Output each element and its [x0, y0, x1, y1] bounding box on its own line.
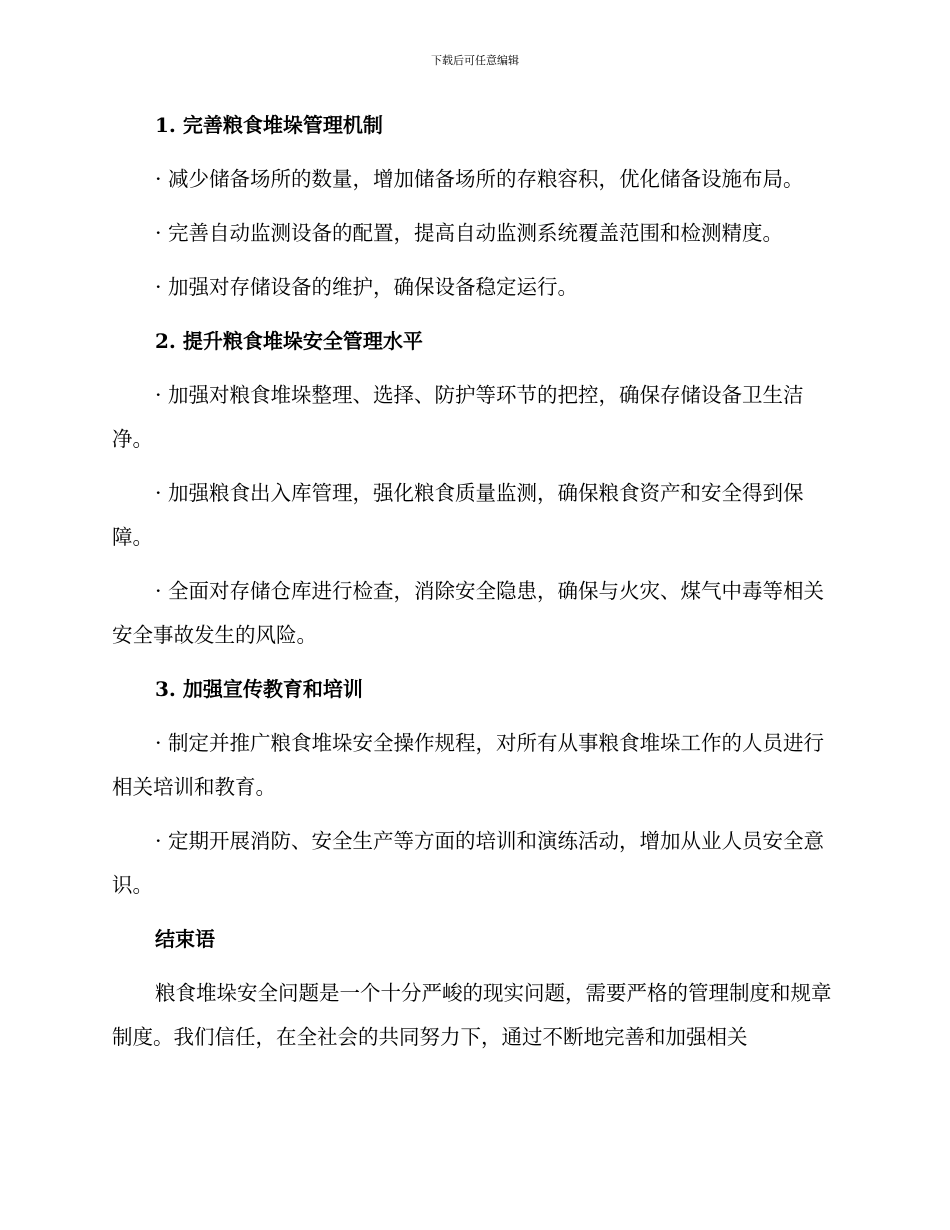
- paragraph: · 定期开展消防、安全生产等方面的培训和演练活动，增加从业人员安全意识。: [112, 829, 825, 897]
- paragraph: · 全面对存储仓库进行检查，消除安全隐患，确保与火灾、煤气中毒等相关安全事故发生的风险。: [112, 579, 825, 647]
- paragraph: · 加强粮食出入库管理，强化粮食质量监测，确保粮食资产和安全得到保障。: [112, 481, 804, 549]
- section-heading: 3. 加强宣传教育和培训: [155, 677, 363, 701]
- page-header: 下载后可任意编辑: [431, 54, 519, 67]
- section-heading: 2. 提升粮食堆垛安全管理水平: [155, 329, 423, 353]
- document-body: [112, 103, 832, 1059]
- paragraph: · 加强对存储设备的维护，确保设备稳定运行。: [155, 275, 579, 299]
- section-heading: 1. 完善粮食堆垛管理机制: [155, 113, 383, 137]
- conclusion-paragraph: 粮食堆垛安全问题是一个十分严峻的现实问题，需要严格的管理制度和规章制度。我们信任，在全社会的共同努力下，通过不断地完善和加强相关: [112, 981, 832, 1049]
- paragraph: · 减少储备场所的数量，增加储备场所的存粮容积，优化储备设施布局。: [155, 167, 804, 191]
- paragraph: · 加强对粮食堆垛整理、选择、防护等环节的把控，确保存储设备卫生洁净。: [112, 383, 804, 451]
- conclusion-heading: 结束语: [155, 927, 215, 951]
- paragraph: · 完善自动监测设备的配置，提高自动监测系统覆盖范围和检测精度。: [155, 221, 784, 245]
- paragraph: · 制定并推广粮食堆垛安全操作规程，对所有从事粮食堆垛工作的人员进行相关培训和教育。: [112, 731, 825, 799]
